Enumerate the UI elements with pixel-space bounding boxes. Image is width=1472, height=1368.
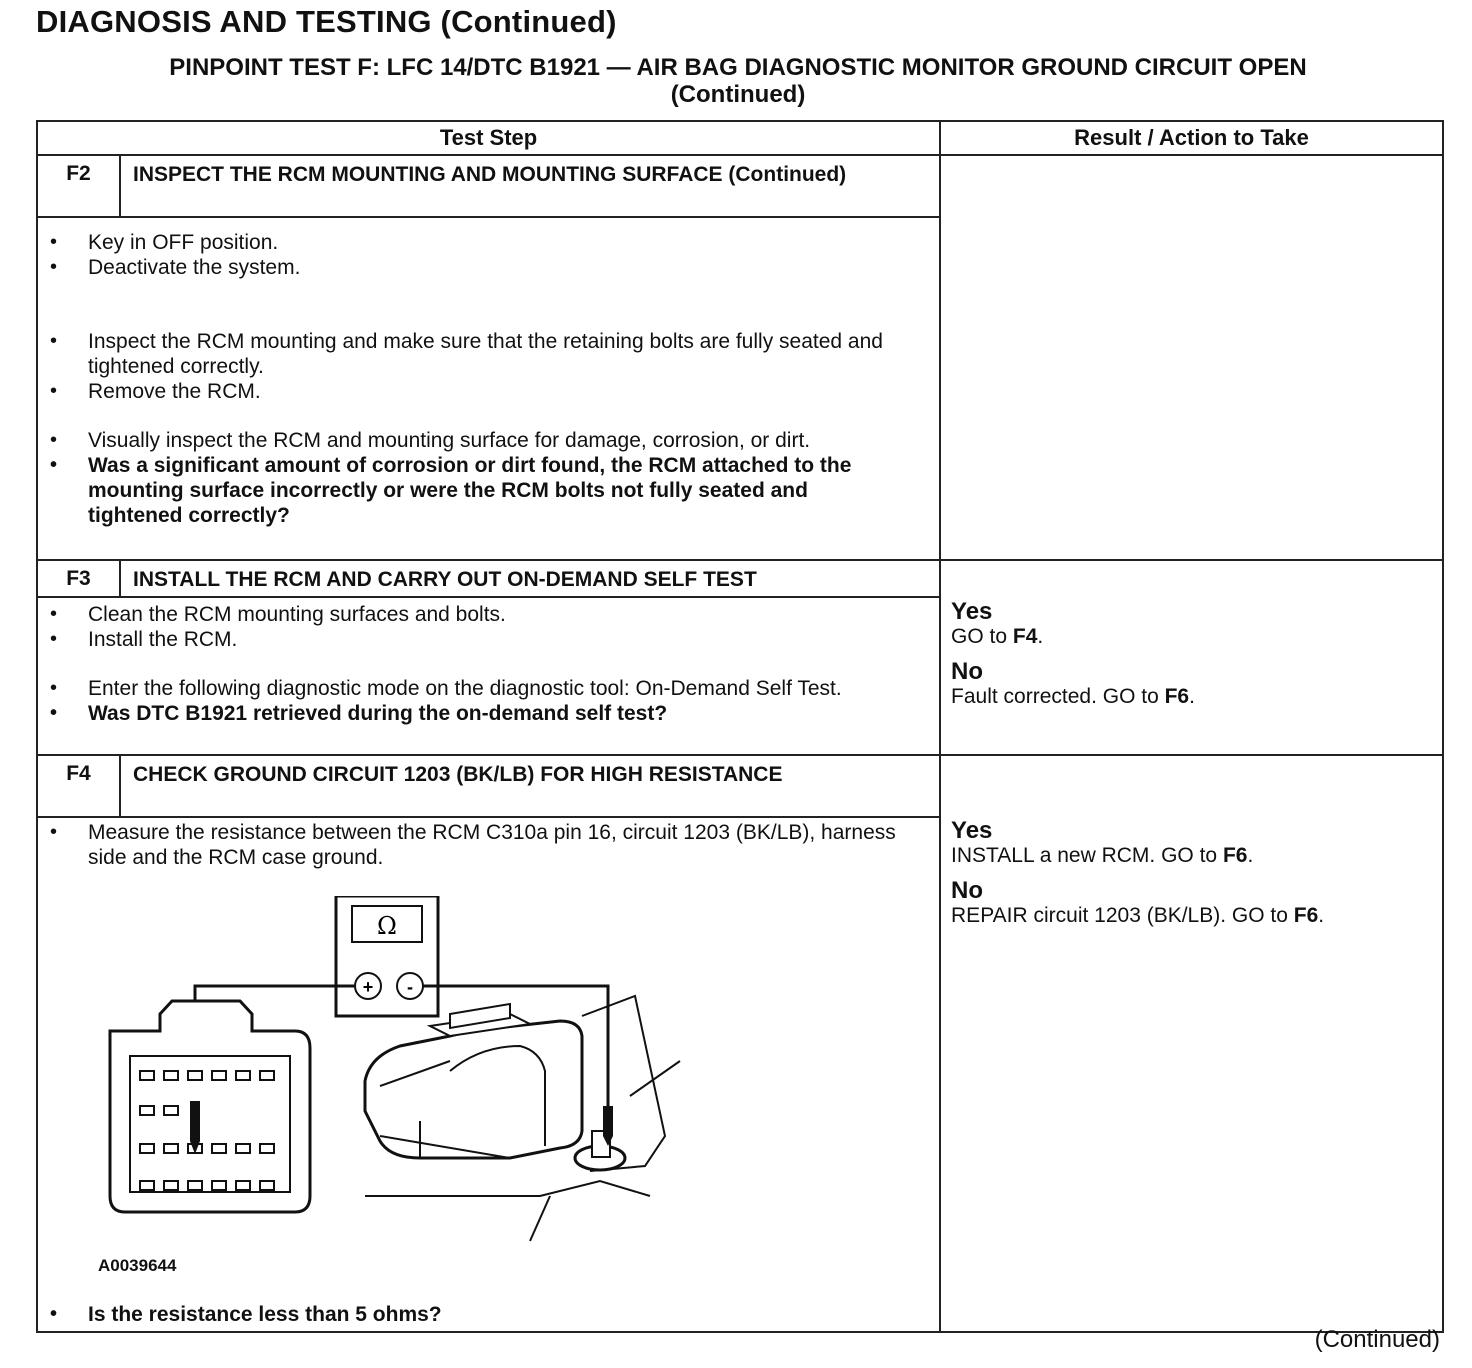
result-no-ref: F6 [1293, 904, 1319, 927]
result-yes: Yes GO to F4. [951, 599, 1432, 649]
result-no-ref: F6 [1164, 685, 1190, 708]
result-yes-label: Yes [951, 817, 993, 844]
step-f3-heading-row [37, 560, 1443, 597]
result-no-label: No [951, 877, 984, 904]
result-no-text: Fault corrected. GO to [951, 685, 1165, 708]
header-test-step: Test Step [37, 121, 940, 155]
list-item: • Inspect the RCM mounting and make sure that the retaining bolts are fully seated and tightened correctly. [50, 329, 899, 379]
measurement-illustration [90, 896, 730, 1276]
page-title: DIAGNOSIS AND TESTING (Continued) [36, 4, 617, 39]
list-item: • Key in OFF position. [50, 230, 899, 255]
step-body [37, 597, 940, 755]
list-item: • Install the RCM. [50, 627, 899, 652]
result-yes-ref: F4 [1012, 625, 1038, 648]
pinpoint-test-title [36, 54, 1440, 108]
step-body [37, 817, 940, 1332]
step-f4-heading-row [37, 755, 1443, 817]
rcm-module [365, 1021, 582, 1158]
list-item: • Deactivate the system. [50, 255, 899, 280]
subtitle-line-2: (Continued) [670, 81, 806, 108]
plus-sign: + [362, 977, 374, 997]
result-yes-text: INSTALL a new RCM. GO to [951, 844, 1223, 867]
list-item: • Remove the RCM. [50, 379, 899, 404]
step-f3-result [940, 560, 1443, 755]
result-no-label: No [951, 658, 984, 685]
result-yes-ref: F6 [1222, 844, 1248, 867]
result-no: No Fault corrected. GO to F6. [951, 659, 1432, 709]
ohm-symbol: Ω [377, 912, 397, 940]
connector-ohmmeter-diagram [90, 896, 710, 1246]
step-id: F3 [37, 560, 120, 597]
step-heading: INSPECT THE RCM MOUNTING AND MOUNTING SURFACE (Continued) [120, 155, 940, 217]
list-item-question: • Was a significant amount of corrosion or dirt found, the RCM attached to the mounting surface incorrectly or were the RCM bolts not fully seated and tightened correctly? [50, 453, 899, 528]
list-item-question: • Was DTC B1921 retrieved during the on-demand self test? [50, 701, 899, 726]
step-heading: INSTALL THE RCM AND CARRY OUT ON-DEMAND SELF TEST [120, 560, 940, 597]
step-f2-heading-row [37, 155, 1443, 217]
result-no-text: REPAIR circuit 1203 (BK/LB). GO to [951, 904, 1294, 927]
header-result: Result / Action to Take [940, 121, 1443, 155]
list-item: • Visually inspect the RCM and mounting surface for damage, corrosion, or dirt. [50, 428, 899, 453]
step-id: F4 [37, 755, 120, 817]
step-f2-result [940, 155, 1443, 560]
figure-code: A0039644 [98, 1256, 177, 1275]
step-id: F2 [37, 155, 120, 217]
step-body [37, 217, 940, 560]
list-item-question: • Is the resistance less than 5 ohms? [50, 1302, 899, 1327]
list-item: • Clean the RCM mounting surfaces and bolts. [50, 602, 899, 627]
result-no: No REPAIR circuit 1203 (BK/LB). GO to F6. [951, 878, 1432, 928]
minus-sign: - [407, 977, 413, 997]
result-yes-label: Yes [951, 598, 993, 625]
list-item: • Enter the following diagnostic mode on the diagnostic tool: On-Demand Self Test. [50, 676, 899, 701]
step-heading: CHECK GROUND CIRCUIT 1203 (BK/LB) FOR HIGH RESISTANCE [120, 755, 940, 817]
footer-continued: (Continued) [1314, 1326, 1440, 1353]
subtitle-line-1: PINPOINT TEST F: LFC 14/DTC B1921 — AIR BAG DIAGNOSTIC MONITOR GROUND CIRCUIT OPEN [169, 54, 1307, 81]
table-header-row [37, 121, 1443, 155]
result-yes: Yes INSTALL a new RCM. GO to F6. [951, 818, 1432, 868]
list-item: • Measure the resistance between the RCM C310a pin 16, circuit 1203 (BK/LB), harness side and the RCM case ground. [50, 820, 899, 870]
pinpoint-test-table [36, 120, 1444, 1333]
step-f4-result [940, 755, 1443, 1332]
result-yes-text: GO to [951, 625, 1013, 648]
